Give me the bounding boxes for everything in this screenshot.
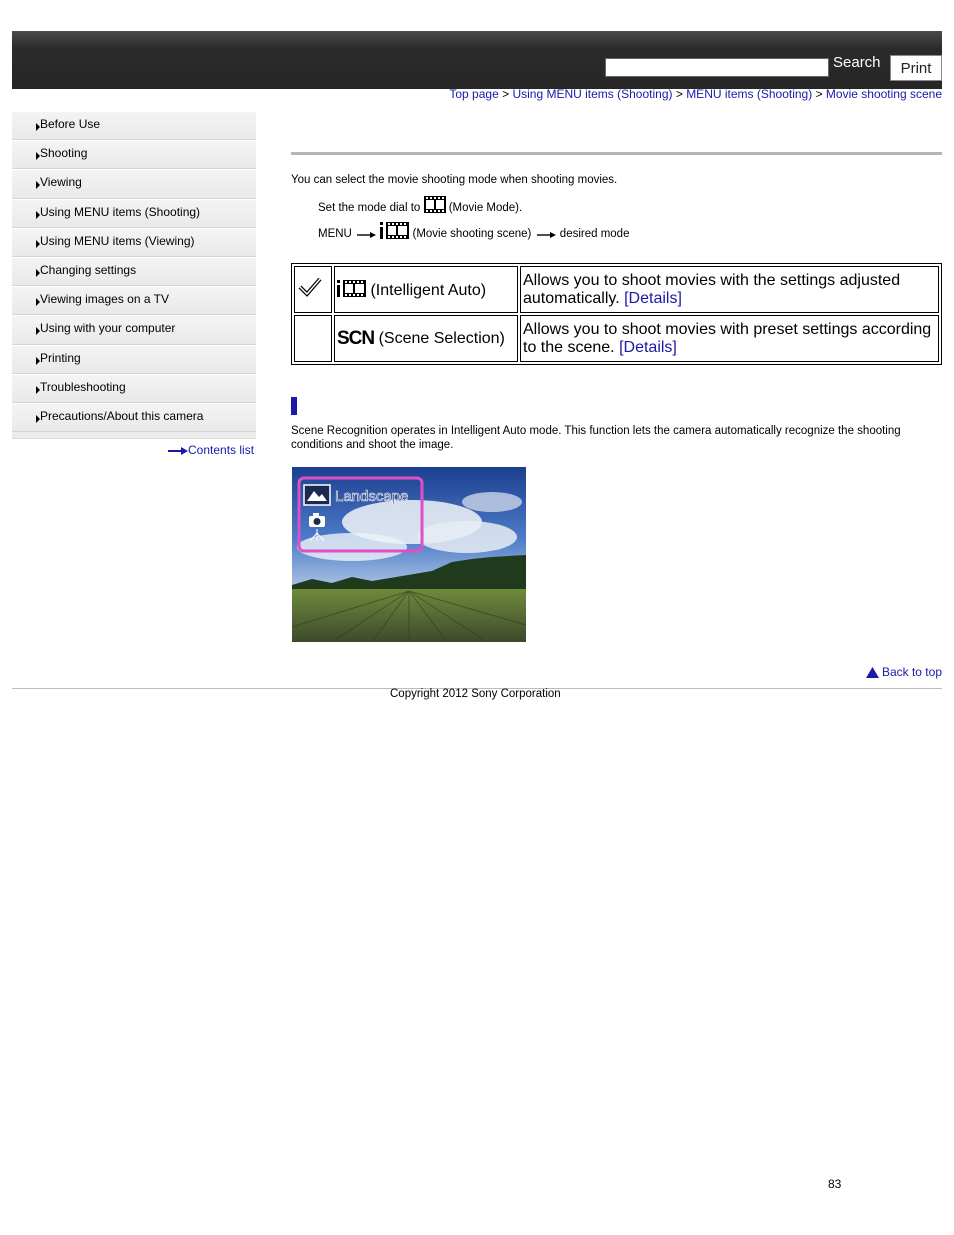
mode-desc: Allows you to shoot movies with preset settings according to the scene. <box>523 320 932 356</box>
arrow-right-icon <box>535 231 557 239</box>
table-row <box>294 315 939 362</box>
page-number: 83 <box>828 1177 842 1191</box>
details-link[interactable]: [Details] <box>619 338 677 356</box>
sidebar-item-label: Viewing images on a TV <box>40 292 169 307</box>
scn-icon: SCN <box>337 327 375 349</box>
sidebar-item-viewing[interactable] <box>12 169 256 198</box>
sidebar-item-label: Using with your computer <box>40 321 176 336</box>
breadcrumb <box>449 87 942 101</box>
mode-name-cell <box>334 266 518 313</box>
mode-desc-cell <box>520 266 939 313</box>
sidebar-item-label: Changing settings <box>40 262 137 277</box>
default-marker-cell <box>294 315 332 362</box>
sidebar-item-viewing-tv[interactable] <box>12 286 256 315</box>
sidebar-item-label: Using MENU items (Shooting) <box>40 204 201 219</box>
mode-desc: Allows you to shoot movies with the settings adjusted automatically. <box>523 271 901 307</box>
sidebar-item-precautions[interactable] <box>12 403 256 432</box>
step1-suffix: (Movie Mode). <box>448 202 523 214</box>
breadcrumb-separator: > <box>672 87 687 101</box>
intro-text: You can select the movie shooting mode when shooting movies. <box>291 174 618 186</box>
step2-middle: (Movie shooting scene) <box>412 228 532 240</box>
sidebar-nav <box>12 111 256 439</box>
back-to-top-link[interactable] <box>866 665 942 679</box>
sidebar-item-shooting[interactable] <box>12 140 256 169</box>
sidebar-item-printing[interactable] <box>12 345 256 374</box>
step-mode-dial <box>318 196 522 214</box>
sidebar-item-label: Shooting <box>40 146 88 161</box>
breadcrumb-movie-shooting-scene[interactable]: Movie shooting scene <box>825 87 942 101</box>
breadcrumb-menu-items-shooting[interactable]: MENU items (Shooting) <box>686 87 813 101</box>
contents-list-label: Contents list <box>188 443 255 457</box>
sidebar-item-troubleshooting[interactable] <box>12 374 256 403</box>
mode-name: (Scene Selection) <box>378 329 505 347</box>
contents-list-link[interactable] <box>168 443 254 457</box>
header-bar <box>12 31 942 89</box>
checkmark-icon <box>297 276 323 298</box>
breadcrumb-using-menu-shooting[interactable]: Using MENU items (Shooting) <box>512 87 673 101</box>
breadcrumb-top-page[interactable]: Top page <box>449 87 499 101</box>
landscape-photo <box>292 467 526 642</box>
default-marker-cell <box>294 266 332 313</box>
triangle-up-icon <box>866 667 879 678</box>
sidebar-item-menu-viewing[interactable] <box>12 228 256 257</box>
copyright-text: Copyright 2012 Sony Corporation <box>390 688 561 700</box>
sidebar-item-label: Precautions/About this camera <box>40 408 204 423</box>
arrow-right-icon <box>168 447 188 455</box>
step1-prefix: Set the mode dial to <box>318 202 421 214</box>
sidebar-footer-edge <box>12 432 256 439</box>
sidebar-item-label: Printing <box>40 350 81 365</box>
details-link[interactable]: [Details] <box>624 289 682 307</box>
intelligent-auto-movie-icon <box>380 222 409 239</box>
breadcrumb-separator: > <box>812 87 826 101</box>
sidebar-item-label: Viewing <box>40 175 82 190</box>
back-to-top-label: Back to top <box>881 665 942 679</box>
title-rule <box>291 152 942 155</box>
sidebar-item-changing-settings[interactable] <box>12 257 256 286</box>
sidebar-item-before-use[interactable] <box>12 111 256 140</box>
arrow-right-icon <box>355 231 377 239</box>
breadcrumb-separator: > <box>498 87 513 101</box>
scene-recognition-photo <box>292 467 526 642</box>
section-marker <box>291 397 297 415</box>
search-input[interactable] <box>605 58 829 77</box>
scene-recognition-text: Scene Recognition operates in Intelligent Auto mode. This function lets the camera automatically recognize the shooting conditions and shoot the image. <box>291 425 901 451</box>
mode-desc-cell <box>520 315 939 362</box>
step-menu-path <box>318 222 629 240</box>
sidebar-item-label: Using MENU items (Viewing) <box>40 233 195 248</box>
movie-mode-icon <box>424 196 446 213</box>
overlay-scene-label: Landscape <box>335 488 409 505</box>
sidebar-item-label: Before Use <box>40 117 101 131</box>
mode-name: (Intelligent Auto) <box>370 281 487 299</box>
table-row <box>294 266 939 313</box>
step2-menu: MENU <box>318 228 352 240</box>
mode-name-cell <box>334 315 518 362</box>
mode-table <box>291 263 942 365</box>
sidebar-item-menu-shooting[interactable] <box>12 199 256 228</box>
sidebar-item-label: Troubleshooting <box>40 379 126 394</box>
sidebar-item-computer[interactable] <box>12 315 256 344</box>
step2-end: desired mode <box>559 228 630 240</box>
intelligent-auto-movie-icon <box>337 280 366 297</box>
search-label[interactable]: Search <box>833 54 881 71</box>
print-button[interactable]: Print <box>890 55 942 81</box>
